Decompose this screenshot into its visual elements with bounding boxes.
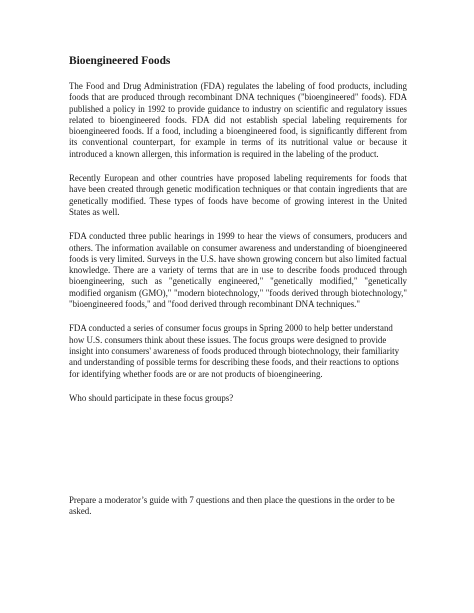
paragraph-public-hearings: FDA conducted three public hearings in 1999 to hear the views of consumers, producers and others. The information available on consumer awareness and understanding of bioengineered foods is very limited. Surveys in the U.S. have shown growing concern but also limited factual knowledge. There are a variety of terms that are in use to describe foods produced through bioengineering, such as "genetically engineered," "genetically modified," "genetically modified organism (GMO)," "modern biotechnology," "foods derived through biotechnology," "bioengineered foods," and "food derived through recombinant DNA techniques." (69, 231, 407, 310)
paragraph-fda-labeling: The Food and Drug Administration (FDA) regulates the labeling of food products, including foods that are produced through recombinant DNA techniques ("bioengineered" foods). FDA published a policy in 1992 to provide guidance to industry on scientific and regulatory issues related to bioengineered foods. FDA did not establish special labeling requirements for bioengineered foods. If a food, including a bioengineered food, is significantly different from its conventional counterpart, for example in terms of its nutritional value or because it introduced a known allergen, this information is required in the labeling of the product. (69, 81, 407, 159)
document-title: Bioengineered Foods (69, 55, 171, 67)
question-participants: Who should participate in these focus groups? (69, 392, 234, 403)
task-instruction: Prepare a moderator’s guide with 7 questions and then place the questions in the order to be asked. (69, 494, 395, 517)
document-body (69, 54, 407, 404)
paragraph-international-requirements: Recently European and other countries have proposed labeling requirements for foods that have been created through genetic modification techniques or that contain ingredients that are genetically modified. These types of foods have become of growing interest in the United States as well. (69, 173, 407, 217)
paragraph-focus-groups: FDA conducted a series of consumer focus groups in Spring 2000 to help better understand how U.S. consumers think about these issues. The focus groups were designed to provide insight into consumers' awareness of foods produced through biotechnology, their familiarity and understanding of possible terms for describing these foods, and their reactions to options for identifying whether foods are or are not products of bioengineering. (69, 323, 400, 379)
